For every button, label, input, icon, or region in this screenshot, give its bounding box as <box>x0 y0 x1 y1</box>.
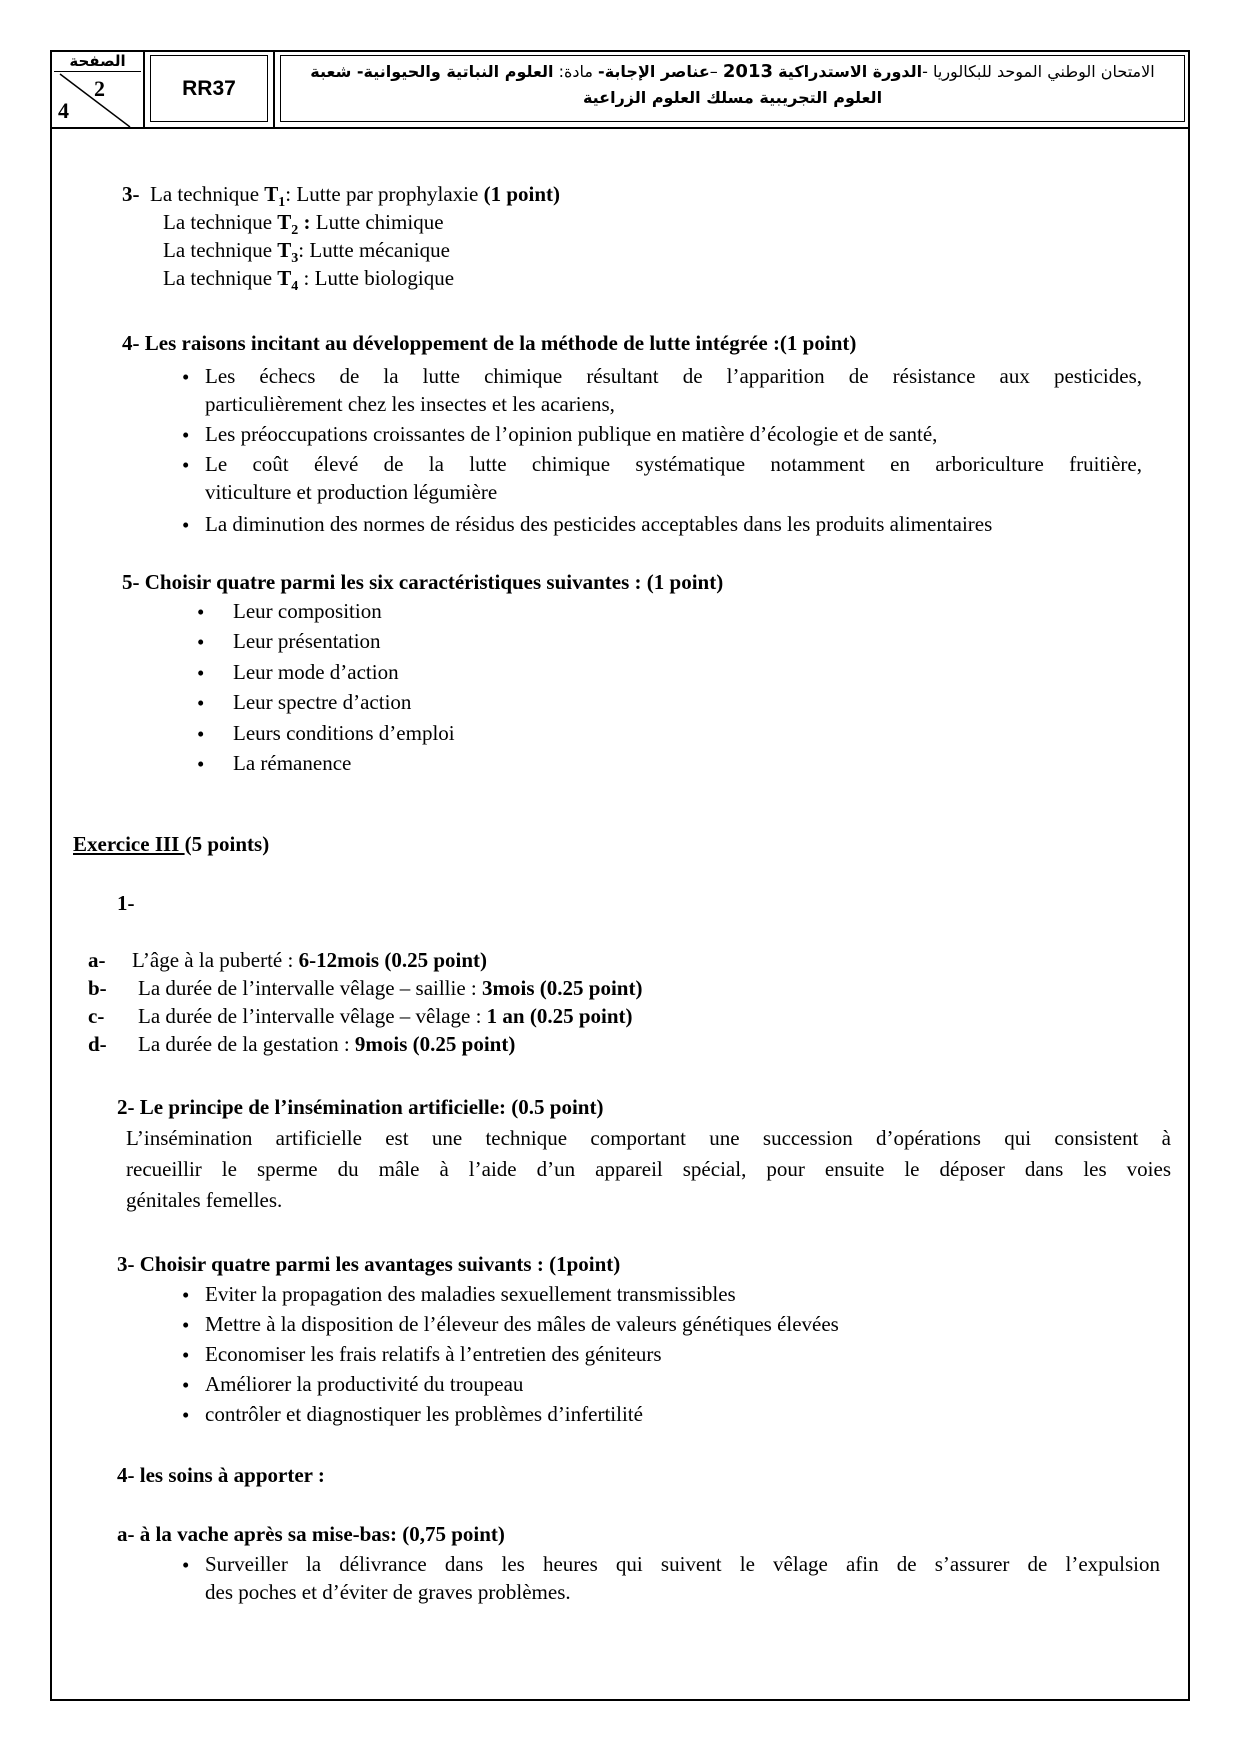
bullet-icon: • <box>182 1403 190 1427</box>
bullet-icon: • <box>182 1343 190 1367</box>
exam-header <box>50 50 1190 129</box>
ex3-q2-line-3: génitales femelles. <box>126 1188 283 1212</box>
ex3-q4-heading: 4- les soins à apporter : <box>117 1463 325 1487</box>
ex3-q4a-heading: a- à la vache après sa mise-bas: (0,75 point) <box>117 1522 505 1546</box>
q3-line-t1: 3- La technique $T_1$: Lutte par prophylaxie (1 point) <box>122 182 561 211</box>
exam-code-box <box>145 50 275 127</box>
q3-line-t2: La technique $T_2$ : Lutte chimique <box>163 210 444 239</box>
page-frame <box>50 50 1190 1701</box>
bullet-icon: • <box>182 453 190 477</box>
ex3-q4a-line-1: Surveiller la délivrance dans les heures qui suivent le vêlage afin de s’assurer de l’expulsion <box>205 1552 1160 1576</box>
page-label: الصفحة <box>54 52 141 72</box>
answer-b-letter: b- <box>88 976 107 1000</box>
q4-bullet-1-line-2: particulièrement chez les insectes et les acariens, <box>205 392 615 416</box>
page-current: 2 <box>94 76 105 101</box>
bullet-icon: • <box>197 600 205 624</box>
q5-item-5: Leurs conditions d’emploi <box>233 721 455 745</box>
answer-c-letter: c- <box>88 1004 105 1028</box>
q4-bullet-2: Les préoccupations croissantes de l’opinion publique en matière d’écologie et de santé, <box>205 422 938 446</box>
ex3-q3-item-5: contrôler et diagnostiquer les problèmes d’infertilité <box>205 1402 643 1426</box>
bullet-icon: • <box>182 1553 190 1577</box>
bullet-icon: • <box>182 1313 190 1337</box>
bullet-icon: • <box>197 691 205 715</box>
exam-title-box <box>275 50 1190 127</box>
page-total: 4 <box>58 98 69 123</box>
exam-title <box>280 55 1185 122</box>
answer-d-letter: d- <box>88 1032 107 1056</box>
bullet-icon: • <box>182 513 190 537</box>
bullet-icon: • <box>197 630 205 654</box>
q3-line-t3: La technique $T_3$: Lutte mécanique <box>163 238 450 267</box>
q4-heading: 4- Les raisons incitant au développement de la méthode de lutte intégrée :(1 point) <box>122 331 857 355</box>
q5-item-3: Leur mode d’action <box>233 660 399 684</box>
ex3-q3-item-4: Améliorer la productivité du troupeau <box>205 1372 524 1396</box>
q4-bullet-1-line-1: Les échecs de la lutte chimique résultant de l’apparition de résistance aux pesticides, <box>205 364 1142 388</box>
answer-a-letter: a- <box>88 948 106 972</box>
ex3-q2-line-1: L’insémination artificielle est une technique comportant une succession d’opérations qui consistent à <box>126 1126 1171 1150</box>
exercise-3-title: Exercice III (5 points) <box>73 832 270 856</box>
exam-code: RR37 <box>150 55 268 122</box>
answer-d: La durée de la gestation : 9mois (0.25 point) <box>138 1032 516 1056</box>
title-line-2: العلوم التجريبية مسلك العلوم الزراعية <box>582 88 883 107</box>
ex3-q3-item-3: Economiser les frais relatifs à l’entretien des géniteurs <box>205 1342 662 1366</box>
answer-a: L’âge à la puberté : 6-12mois (0.25 point) <box>132 948 487 972</box>
answer-c: La durée de l’intervalle vêlage – vêlage : 1 an (0.25 point) <box>138 1004 633 1028</box>
q5-item-4: Leur spectre d’action <box>233 690 412 714</box>
ex3-q3-item-2: Mettre à la disposition de l’éleveur des mâles de valeurs génétiques élevées <box>205 1312 839 1336</box>
q5-item-6: La rémanence <box>233 751 352 775</box>
bullet-icon: • <box>197 661 205 685</box>
ex3-q1-number: 1- <box>117 891 135 915</box>
ex3-q2-heading: 2- Le principe de l’insémination artificielle: (0.5 point) <box>117 1095 604 1119</box>
bullet-icon: • <box>197 722 205 746</box>
q5-item-2: Leur présentation <box>233 629 381 653</box>
bullet-icon: • <box>182 1373 190 1397</box>
q3-line-t4: La technique $T_4$ : Lutte biologique <box>163 266 455 295</box>
bullet-icon: • <box>182 423 190 447</box>
bullet-icon: • <box>182 365 190 389</box>
ex3-q3-heading: 3- Choisir quatre parmi les avantages suivants : (1point) <box>117 1252 621 1276</box>
q5-heading: 5- Choisir quatre parmi les six caractéristiques suivantes : (1 point) <box>122 570 724 594</box>
title-line-1: الامتحان الوطني الموحد للبكالوريا -الدورة الاستدراكية 2013 –عناصر الإجابة- مادة: العلوم النباتية والحيوانية- شعبة <box>310 61 1155 82</box>
bullet-icon: • <box>197 752 205 776</box>
q4-bullet-3-line-2: viticulture et production légumière <box>205 480 498 504</box>
answer-b: La durée de l’intervalle vêlage – saillie : 3mois (0.25 point) <box>138 976 643 1000</box>
q5-item-1: Leur composition <box>233 599 382 623</box>
ex3-q3-item-1: Eviter la propagation des maladies sexuellement transmissibles <box>205 1282 736 1306</box>
ex3-q4a-line-2: des poches et d’éviter de graves problèmes. <box>205 1580 571 1604</box>
q4-bullet-4: La diminution des normes de résidus des pesticides acceptables dans les produits alimentaires <box>205 512 993 536</box>
ex3-q2-line-2: recueillir le sperme du mâle à l’aide d’un appareil spécial, pour ensuite le déposer dans les voies <box>126 1157 1171 1181</box>
bullet-icon: • <box>182 1283 190 1307</box>
page-number-box <box>50 50 145 127</box>
q4-bullet-3-line-1: Le coût élevé de la lutte chimique systématique notamment en arboriculture fruitière, <box>205 452 1142 476</box>
